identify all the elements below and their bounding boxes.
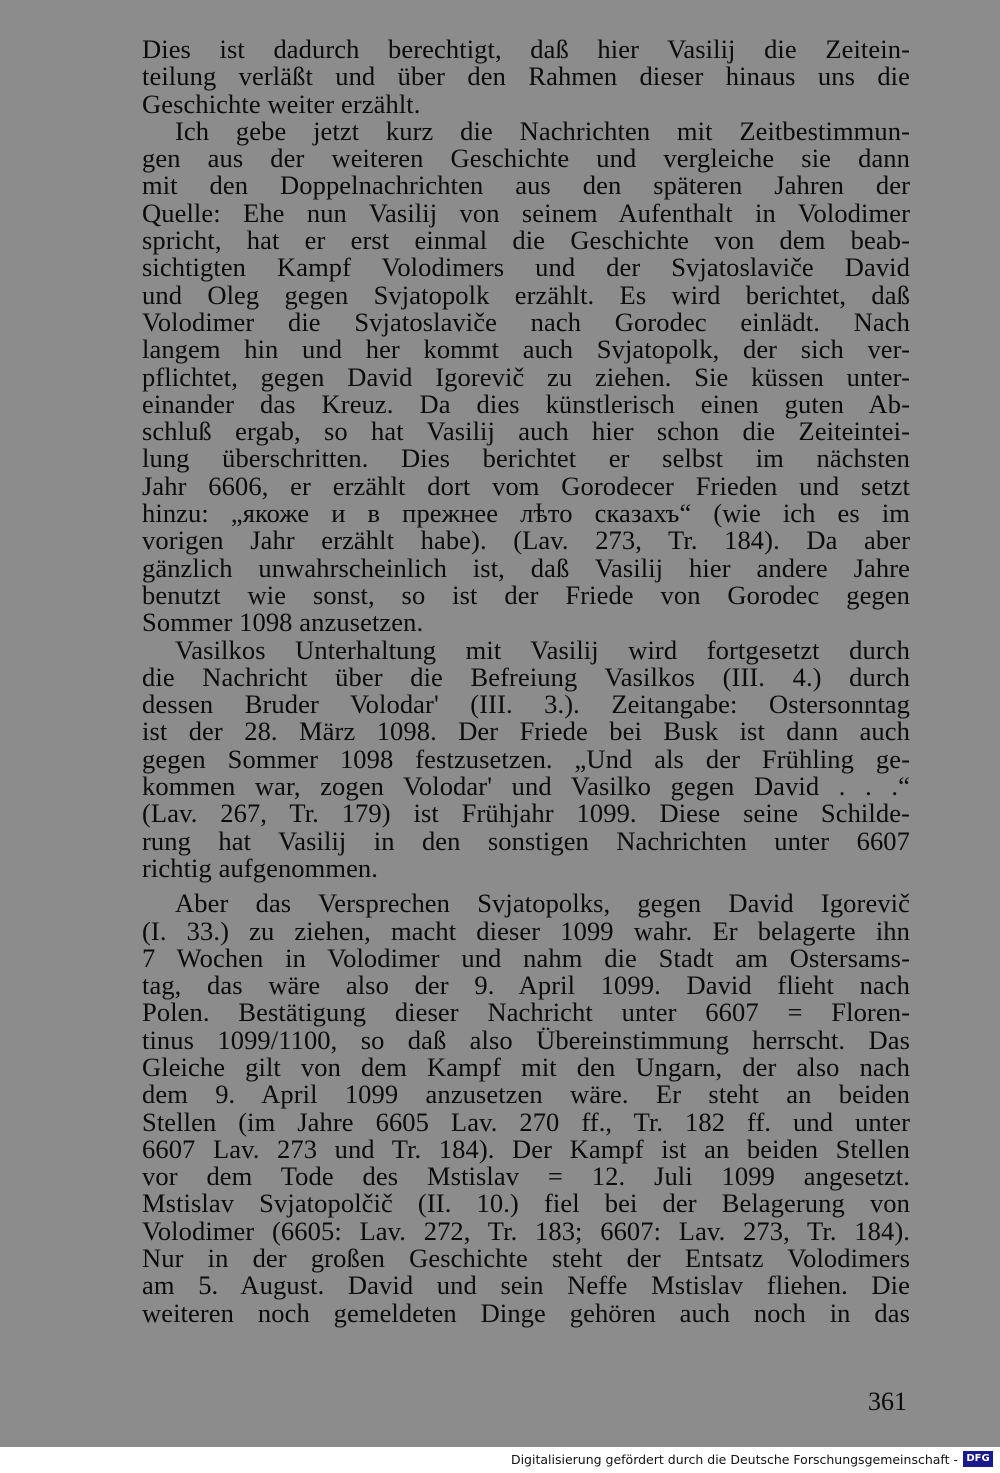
text-line: richtig aufgenommen. [142, 852, 379, 883]
text-line: Mstislav Svjatopolčič (II. 10.) fiel bei der Belagerung von [142, 1188, 910, 1219]
text-line: tinus 1099/1100, so daß also Übereinstimmung herrscht. Das [142, 1024, 910, 1055]
text-line: und Oleg gegen Svjatopolk erzählt. Es wird berichtet, daß [142, 279, 910, 310]
text-line: (I. 33.) zu ziehen, macht dieser 1099 wahr. Er belagerte ihn [142, 915, 910, 946]
text-line: Nur in der großen Geschichte steht der Entsatz Volodimers [142, 1243, 910, 1274]
text-line: ist der 28. März 1098. Der Friede bei Busk ist dann auch [142, 716, 910, 747]
text-line: rung hat Vasilij in den sonstigen Nachrichten unter 6607 [142, 825, 910, 856]
text-line: vor dem Tode des Mstislav = 12. Juli 1099 angesetzt. [142, 1161, 910, 1192]
paragraph-4 [142, 890, 910, 1327]
text-line: benutzt wie sonst, so ist der Friede von Gorodec gegen [142, 579, 910, 610]
text-line: lung überschritten. Dies berichtet er selbst im nächsten [142, 443, 910, 474]
dfg-logo: DFG [963, 1451, 993, 1467]
text-line: Volodimer (6605: Lav. 272, Tr. 183; 6607: Lav. 273, Tr. 184). [142, 1215, 910, 1246]
text-line: Volodimer die Svjatoslaviče nach Gorodec einlädt. Nach [142, 306, 910, 337]
paragraph-3 [142, 634, 910, 883]
text-line: Polen. Bestätigung dieser Nachricht unter 6607 = Floren- [142, 997, 910, 1028]
text-line: weiteren noch gemeldeten Dinge gehören auch noch in das [142, 1297, 910, 1328]
text-line: einander das Kreuz. Da dies künstlerisch einen guten Ab- [142, 388, 910, 419]
text-line: am 5. August. David und sein Neffe Mstislav fliehen. Die [142, 1270, 910, 1301]
text-line: teilung verläßt und über den Rahmen dieser hinaus uns die [142, 61, 910, 92]
paragraph-1 [142, 36, 910, 118]
footer-credit: Digitalisierung gefördert durch die Deutsche Forschungsgemeinschaft - [510, 1452, 958, 1467]
text-line: vorigen Jahr erzählt habe). (Lav. 273, Tr. 184). Da aber [142, 525, 910, 556]
text-line: 7 Wochen in Volodimer und nahm die Stadt am Ostersams- [142, 942, 910, 973]
text-line: 6607 Lav. 273 und Tr. 184). Der Kampf ist an beiden Stellen [142, 1133, 910, 1164]
text-line: Vasilkos Unterhaltung mit Vasilij wird fortgesetzt durch [175, 634, 910, 665]
text-line: kommen war, zogen Volodar' und Vasilko gegen David . . .“ [142, 771, 910, 802]
text-line: mit den Doppelnachrichten aus den späteren Jahren der [142, 170, 910, 201]
text-line: spricht, hat er erst einmal die Geschichte von dem beab- [142, 225, 910, 256]
text-line: gegen Sommer 1098 festzusetzen. „Und als der Frühling ge- [142, 743, 910, 774]
text-line: pflichtet, gegen David Igorevič zu ziehen. Sie küssen unter- [142, 361, 910, 392]
body-text [142, 36, 910, 1327]
footer-bar [0, 1447, 1000, 1473]
text-line: sichtigten Kampf Volodimers und der Svjatoslaviče David [142, 252, 910, 283]
text-line: Aber das Versprechen Svjatopolks, gegen David Igorevič [175, 888, 910, 919]
text-line: Jahr 6606, er erzählt dort vom Gorodecer Frieden und setzt [142, 470, 910, 501]
text-line: dessen Bruder Volodar' (III. 3.). Zeitangabe: Ostersonntag [142, 689, 910, 720]
text-line: Ich gebe jetzt kurz die Nachrichten mit Zeitbestimmun- [175, 115, 910, 146]
paragraph-2 [142, 115, 910, 638]
text-line: schluß ergab, so hat Vasilij auch hier schon die Zeiteintei- [142, 416, 910, 447]
text-line: langem hin und her kommt auch Svjatopolk, der sich ver- [142, 334, 910, 365]
text-line: Geschichte weiter erzählt. [142, 88, 421, 119]
text-line: dem 9. April 1099 anzusetzen wäre. Er steht an beiden [142, 1079, 910, 1110]
text-line: Stellen (im Jahre 6605 Lav. 270 ff., Tr. 182 ff. und unter [142, 1106, 910, 1137]
text-line: tag, das wäre also der 9. April 1099. David flieht nach [142, 970, 910, 1001]
text-line: Dies ist dadurch berechtigt, daß hier Vasilij die Zeitein- [142, 34, 910, 64]
text-line: gen aus der weiteren Geschichte und vergleiche sie dann [142, 143, 910, 174]
text-line: hinzu: „якоже и в прежнее лѣто сказахъ“ (wie ich es im [142, 498, 910, 529]
page-number: 361 [868, 1387, 907, 1416]
text-line: (Lav. 267, Tr. 179) ist Frühjahr 1099. Diese seine Schilde- [142, 798, 910, 829]
text-line: gänzlich unwahrscheinlich ist, daß Vasilij hier andere Jahre [142, 552, 910, 583]
text-line: Sommer 1098 anzusetzen. [142, 607, 424, 638]
text-line: Quelle: Ehe nun Vasilij von seinem Aufenthalt in Volodimer [142, 197, 910, 228]
text-line: Gleiche gilt von dem Kampf mit den Ungarn, der also nach [142, 1051, 910, 1082]
text-line: die Nachricht über die Befreiung Vasilkos (III. 4.) durch [142, 661, 910, 692]
